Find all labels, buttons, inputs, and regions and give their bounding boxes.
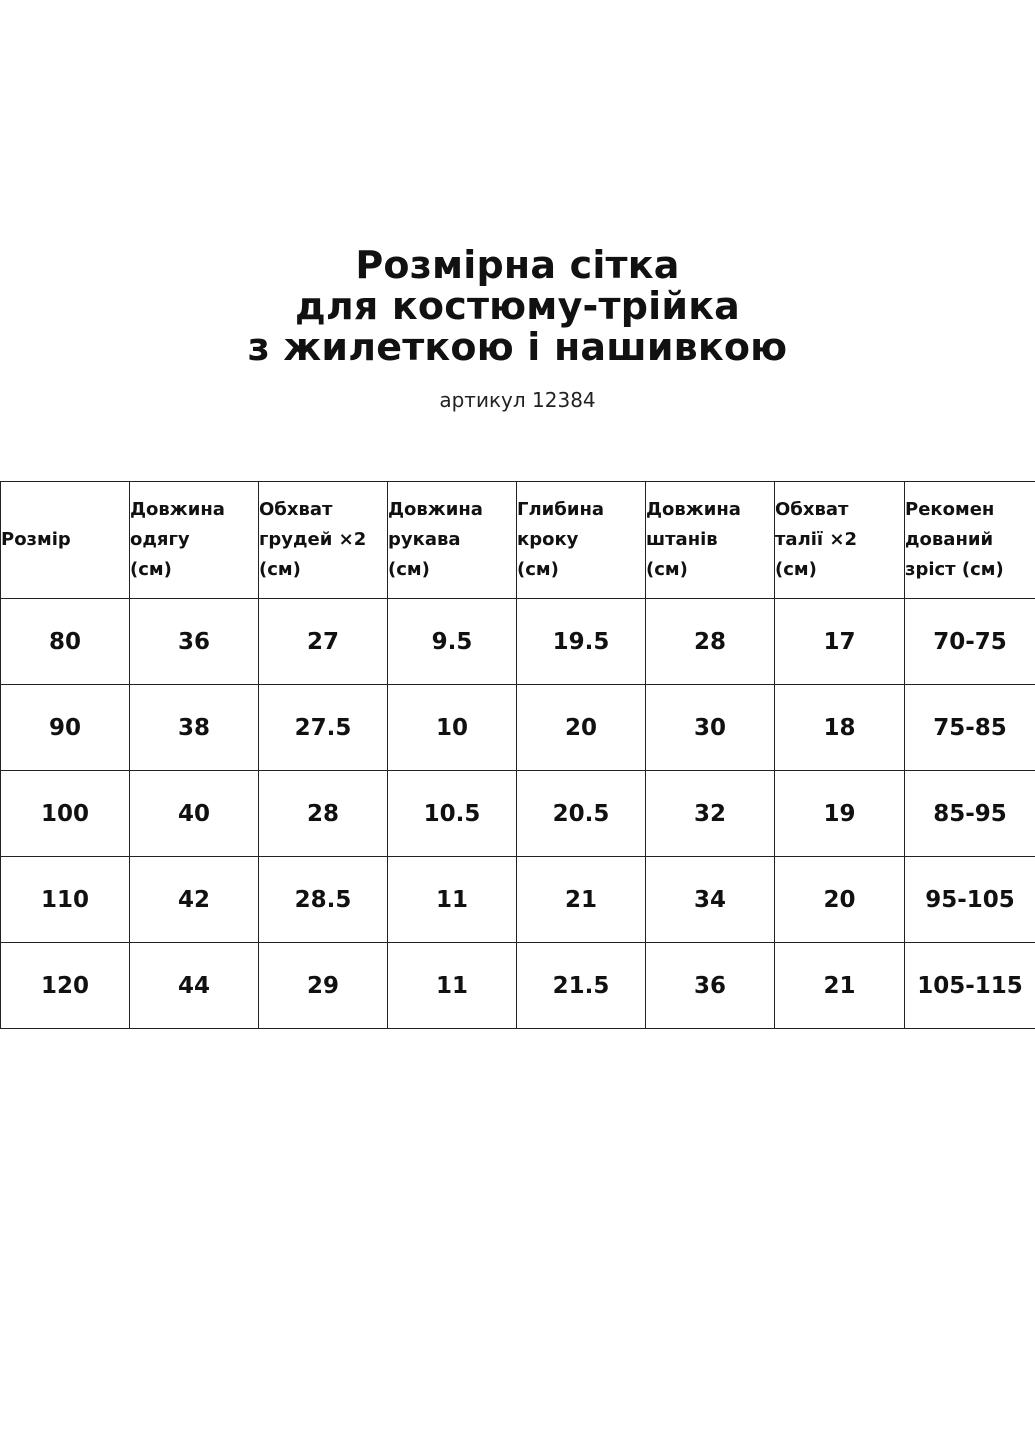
column-header-line: Рекомен xyxy=(905,499,995,520)
value-cell: 21 xyxy=(517,857,646,943)
value-cell: 17 xyxy=(775,599,905,685)
value-cell: 38 xyxy=(130,685,259,771)
column-header-line: штанів xyxy=(646,529,718,550)
column-header xyxy=(905,482,1035,599)
column-header-line: Обхват xyxy=(259,499,333,520)
value-cell: 21.5 xyxy=(517,943,646,1029)
column-header-line: одягу xyxy=(130,529,190,550)
table-row xyxy=(1,857,1035,943)
column-header-line: дований xyxy=(905,529,994,550)
title-line-1: Розмірна сітка xyxy=(355,243,680,287)
column-header-line: (см) xyxy=(130,559,172,580)
column-header-line: Довжина xyxy=(130,499,225,520)
value-cell: 27 xyxy=(259,599,388,685)
column-header-line: Довжина xyxy=(388,499,483,520)
column-header xyxy=(259,482,388,599)
size-cell: 90 xyxy=(1,685,130,771)
value-cell: 32 xyxy=(646,771,775,857)
value-cell: 34 xyxy=(646,857,775,943)
title-line-2: для костюму-трійка xyxy=(294,284,741,328)
column-header-line: талії ×2 xyxy=(775,529,857,550)
page-title xyxy=(0,245,1035,368)
column-header-line: (см) xyxy=(517,559,559,580)
size-cell: 120 xyxy=(1,943,130,1029)
value-cell: 19.5 xyxy=(517,599,646,685)
value-cell: 36 xyxy=(646,943,775,1029)
column-header xyxy=(388,482,517,599)
value-cell: 28 xyxy=(259,771,388,857)
value-cell: 95-105 xyxy=(905,857,1035,943)
value-cell: 20.5 xyxy=(517,771,646,857)
value-cell: 18 xyxy=(775,685,905,771)
size-cell: 100 xyxy=(1,771,130,857)
size-chart-table xyxy=(0,481,1035,1029)
value-cell: 10.5 xyxy=(388,771,517,857)
column-header-line: Розмір xyxy=(1,529,71,550)
value-cell: 75-85 xyxy=(905,685,1035,771)
column-header-line: (см) xyxy=(388,559,430,580)
table-body xyxy=(1,599,1035,1029)
size-cell: 110 xyxy=(1,857,130,943)
column-header-line: Довжина xyxy=(646,499,741,520)
size-cell: 80 xyxy=(1,599,130,685)
column-header xyxy=(775,482,905,599)
column-header-line: (см) xyxy=(646,559,688,580)
column-header-line: грудей ×2 xyxy=(259,529,367,550)
value-cell: 20 xyxy=(775,857,905,943)
value-cell: 20 xyxy=(517,685,646,771)
value-cell: 28.5 xyxy=(259,857,388,943)
table-row xyxy=(1,771,1035,857)
column-header-line: (см) xyxy=(775,559,817,580)
value-cell: 11 xyxy=(388,943,517,1029)
column-header xyxy=(1,482,130,599)
column-header-line: (см) xyxy=(259,559,301,580)
value-cell: 19 xyxy=(775,771,905,857)
article-number: артикул 12384 xyxy=(439,388,596,412)
column-header-line: зріст (см) xyxy=(905,559,1004,580)
value-cell: 44 xyxy=(130,943,259,1029)
value-cell: 30 xyxy=(646,685,775,771)
title-line-3: з жилеткою і нашивкою xyxy=(247,325,788,369)
value-cell: 105-115 xyxy=(905,943,1035,1029)
column-header-line: Глибина xyxy=(517,499,605,520)
column-header-line: кроку xyxy=(517,529,579,550)
value-cell: 21 xyxy=(775,943,905,1029)
column-header xyxy=(517,482,646,599)
value-cell: 11 xyxy=(388,857,517,943)
value-cell: 29 xyxy=(259,943,388,1029)
table-row xyxy=(1,685,1035,771)
value-cell: 70-75 xyxy=(905,599,1035,685)
value-cell: 28 xyxy=(646,599,775,685)
column-header xyxy=(130,482,259,599)
value-cell: 36 xyxy=(130,599,259,685)
column-header-line: рукава xyxy=(388,529,461,550)
value-cell: 10 xyxy=(388,685,517,771)
value-cell: 40 xyxy=(130,771,259,857)
value-cell: 9.5 xyxy=(388,599,517,685)
table-row xyxy=(1,943,1035,1029)
value-cell: 27.5 xyxy=(259,685,388,771)
column-header-line: Обхват xyxy=(775,499,849,520)
table-row xyxy=(1,599,1035,685)
value-cell: 42 xyxy=(130,857,259,943)
table-header-row xyxy=(1,482,1035,599)
value-cell: 85-95 xyxy=(905,771,1035,857)
column-header xyxy=(646,482,775,599)
